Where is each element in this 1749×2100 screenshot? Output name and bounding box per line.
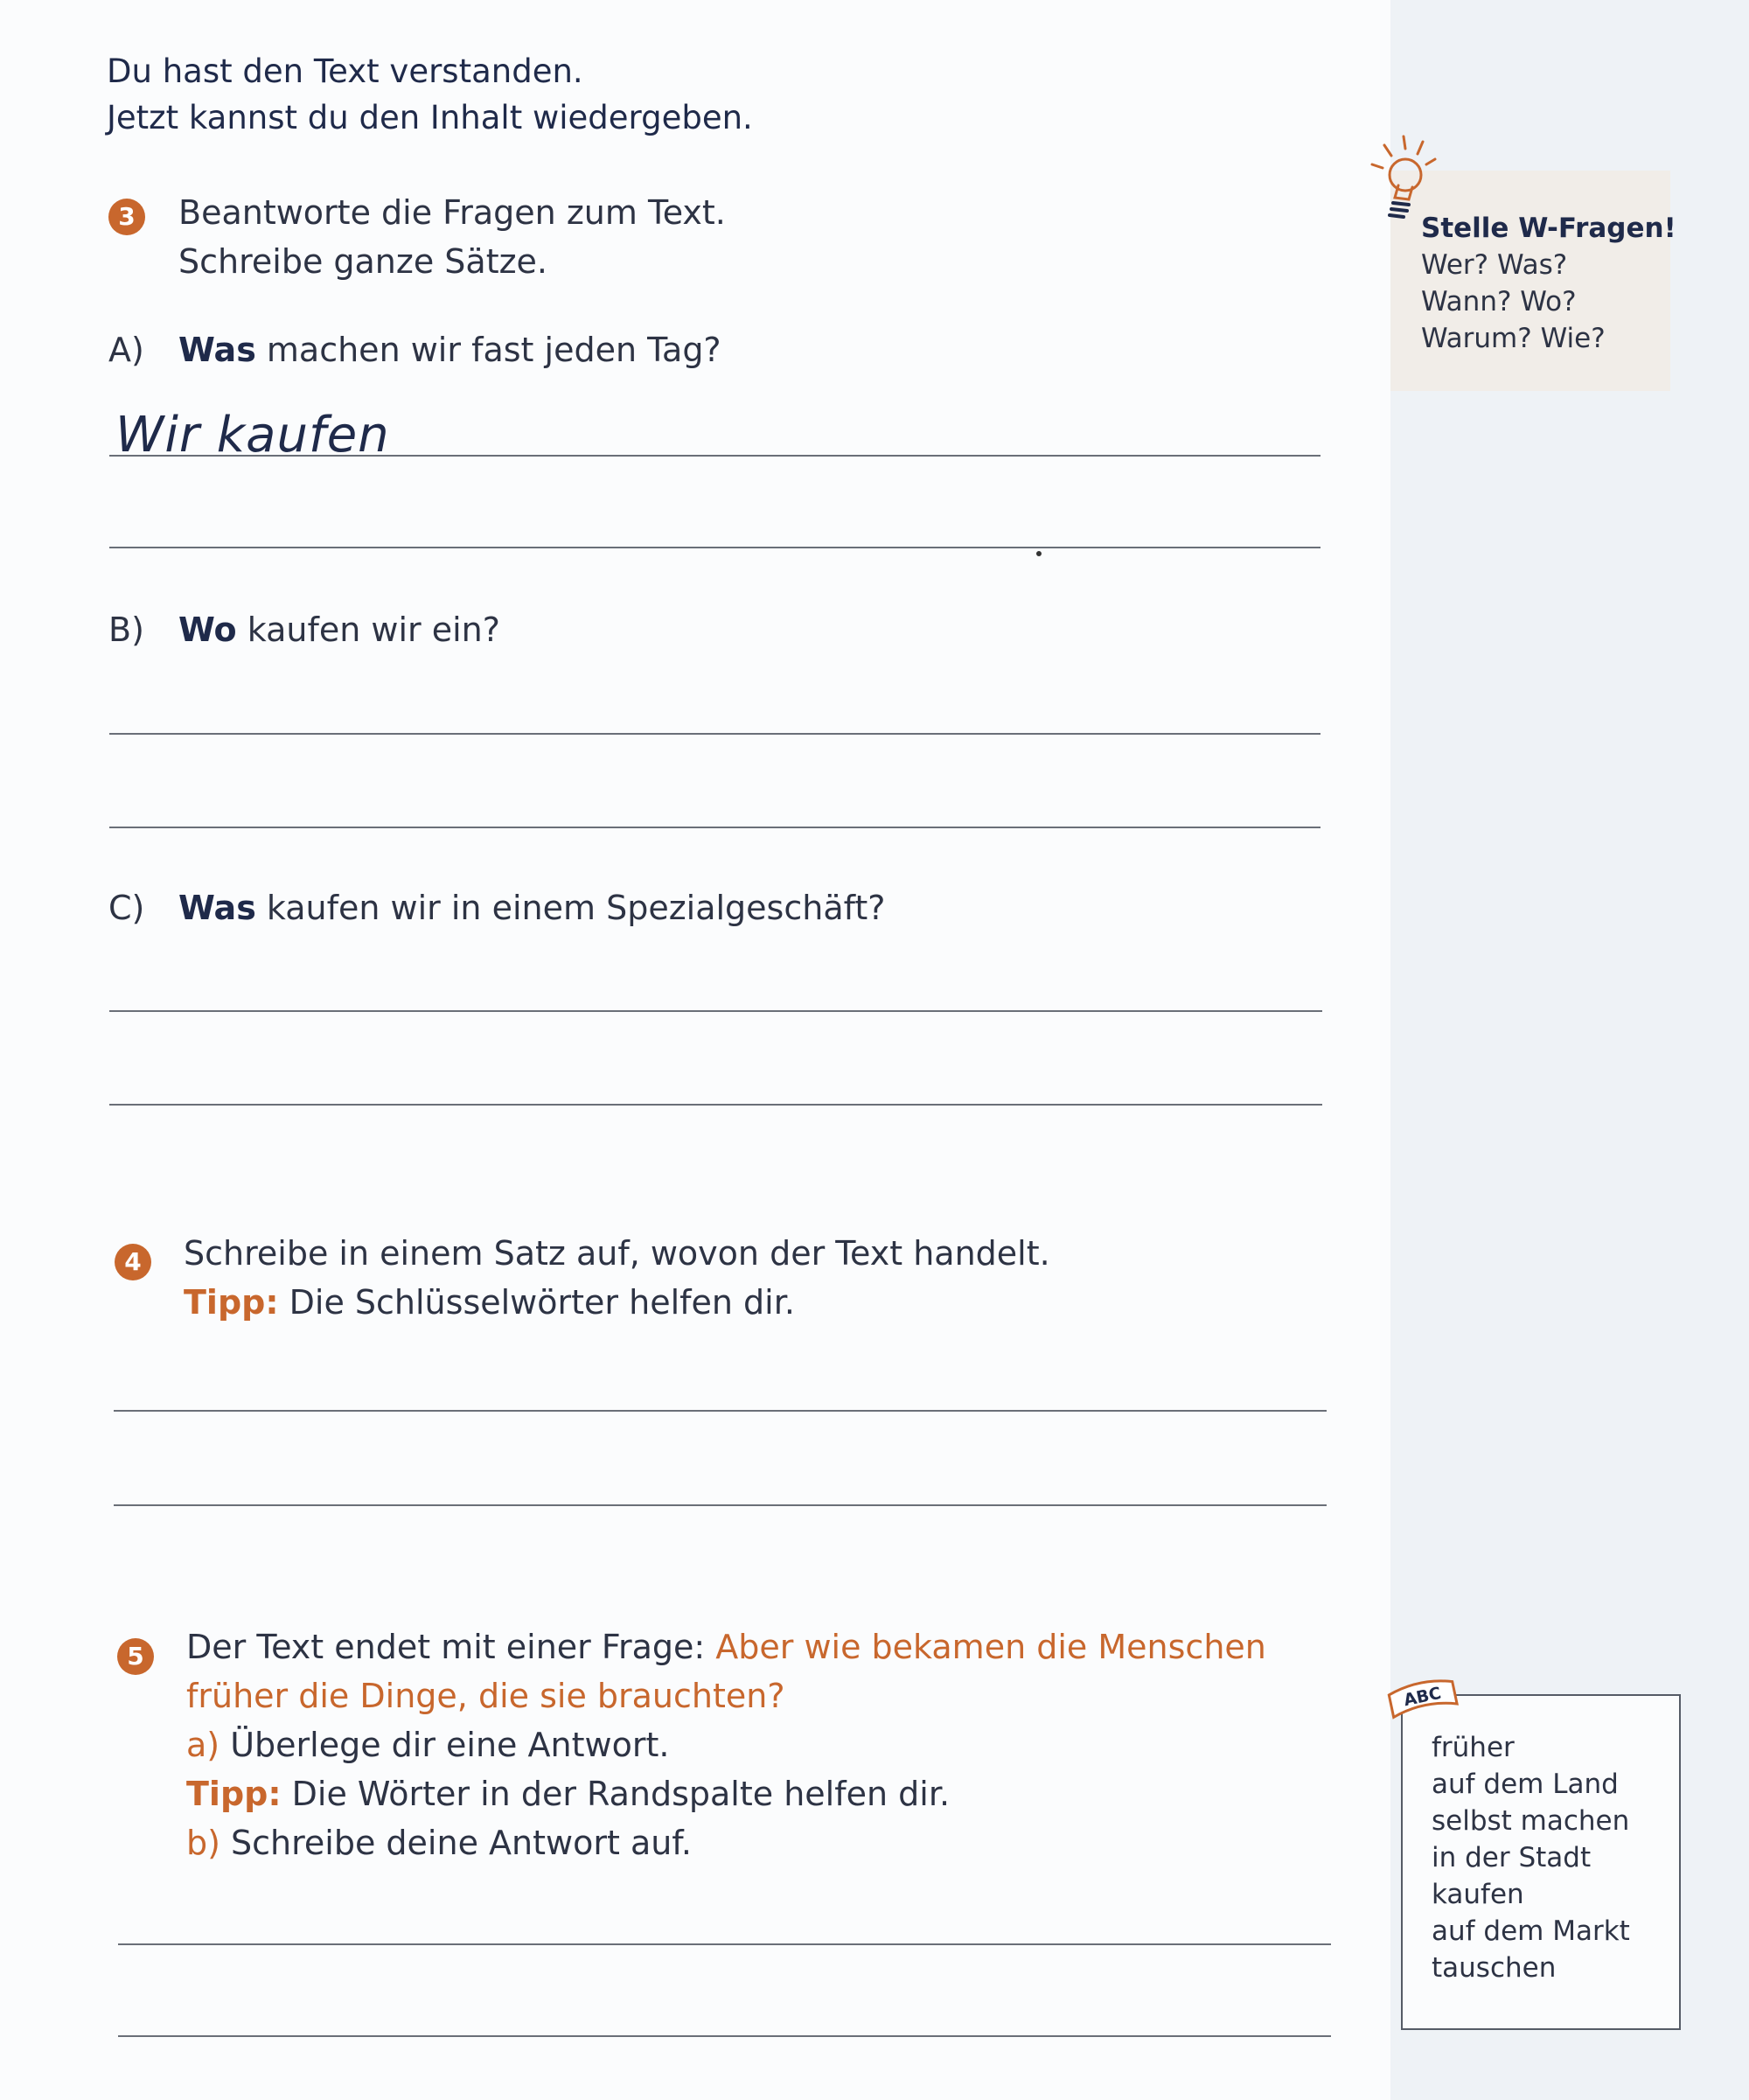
question-b-keyword: Wo bbox=[178, 610, 237, 649]
question-b bbox=[108, 608, 500, 652]
question-a-answer[interactable]: Wir kaufen bbox=[115, 407, 390, 464]
answer-line-b2[interactable] bbox=[109, 827, 1320, 828]
question-a-keyword: Was bbox=[178, 331, 256, 369]
task-5-a-text: Überlege dir eine Antwort. bbox=[219, 1726, 670, 1764]
task-4-line-1: Schreibe in einem Satz auf, wovon der Text handelt. bbox=[184, 1234, 1050, 1273]
answer-line-a2[interactable] bbox=[109, 547, 1320, 548]
question-c-label: C) bbox=[108, 889, 145, 927]
question-b-text: kaufen wir ein? bbox=[236, 610, 500, 649]
task-3-line-1: Beantworte die Fragen zum Text. bbox=[178, 193, 726, 232]
abc-book-icon bbox=[1383, 1672, 1462, 1725]
word-1: früher bbox=[1432, 1732, 1515, 1763]
task-5-number: 5 bbox=[117, 1638, 154, 1675]
task-5-question-2: früher die Dinge, die sie brauchten? bbox=[186, 1677, 785, 1715]
question-a-label: A) bbox=[108, 331, 144, 369]
task-4-tip-text: Die Schlüsselwörter helfen dir. bbox=[278, 1283, 795, 1322]
task-3-number: 3 bbox=[108, 199, 145, 235]
answer-line-5a[interactable] bbox=[118, 1943, 1331, 1945]
question-c-text: kaufen wir in einem Spezialgeschäft? bbox=[255, 889, 886, 927]
word-3: selbst machen bbox=[1432, 1805, 1630, 1837]
task-3-instruction bbox=[178, 188, 726, 286]
question-b-label: B) bbox=[108, 610, 144, 649]
task-3-line-2: Schreibe ganze Sätze. bbox=[178, 242, 548, 281]
answer-line-5b[interactable] bbox=[118, 2035, 1331, 2037]
answer-line-c1[interactable] bbox=[109, 1010, 1322, 1012]
word-6: auf dem Markt bbox=[1432, 1915, 1630, 1947]
question-c-keyword: Was bbox=[178, 889, 256, 927]
task-4-instruction bbox=[184, 1229, 1050, 1327]
word-4: in der Stadt bbox=[1432, 1842, 1592, 1873]
task-4-tip-label: Tipp: bbox=[184, 1283, 279, 1322]
hint-text bbox=[1421, 210, 1676, 357]
answer-line-c2[interactable] bbox=[109, 1104, 1322, 1106]
hint-line-1: Wer? Was? bbox=[1421, 249, 1568, 281]
answer-line-4b[interactable] bbox=[114, 1504, 1327, 1506]
question-c bbox=[108, 886, 885, 930]
question-a bbox=[108, 328, 721, 372]
hint-line-2: Wann? Wo? bbox=[1421, 286, 1577, 317]
question-a-text: machen wir fast jeden Tag? bbox=[255, 331, 721, 369]
hint-line-3: Warum? Wie? bbox=[1421, 323, 1606, 354]
task-5-instruction bbox=[186, 1622, 1266, 1867]
answer-line-a1[interactable] bbox=[109, 455, 1320, 457]
task-5-prefix: Der Text endet mit einer Frage: bbox=[186, 1628, 716, 1666]
word-list bbox=[1432, 1729, 1630, 1986]
hint-title: Stelle W-Fragen! bbox=[1421, 213, 1676, 244]
word-7: tauschen bbox=[1432, 1952, 1557, 1984]
ink-dot bbox=[1036, 551, 1042, 556]
answer-line-4a[interactable] bbox=[114, 1410, 1327, 1412]
task-4-number: 4 bbox=[115, 1244, 151, 1280]
task-5-tip-label: Tipp: bbox=[186, 1775, 282, 1813]
task-5-b-label: b) bbox=[186, 1824, 220, 1862]
task-5-a-label: a) bbox=[186, 1726, 220, 1764]
answer-line-b1[interactable] bbox=[109, 733, 1320, 735]
word-2: auf dem Land bbox=[1432, 1769, 1619, 1800]
task-5-question-1: Aber wie bekamen die Menschen bbox=[715, 1628, 1266, 1666]
task-5-tip-text: Die Wörter in der Randspalte helfen dir. bbox=[281, 1775, 951, 1813]
abc-badge-text: ABC bbox=[1402, 1683, 1443, 1711]
intro-heading bbox=[107, 48, 753, 141]
word-5: kaufen bbox=[1432, 1879, 1524, 1910]
intro-line-2: Jetzt kannst du den Inhalt wiedergeben. bbox=[107, 99, 753, 136]
intro-line-1: Du hast den Text verstanden. bbox=[107, 52, 583, 90]
task-5-b-text: Schreibe deine Antwort auf. bbox=[219, 1824, 693, 1862]
